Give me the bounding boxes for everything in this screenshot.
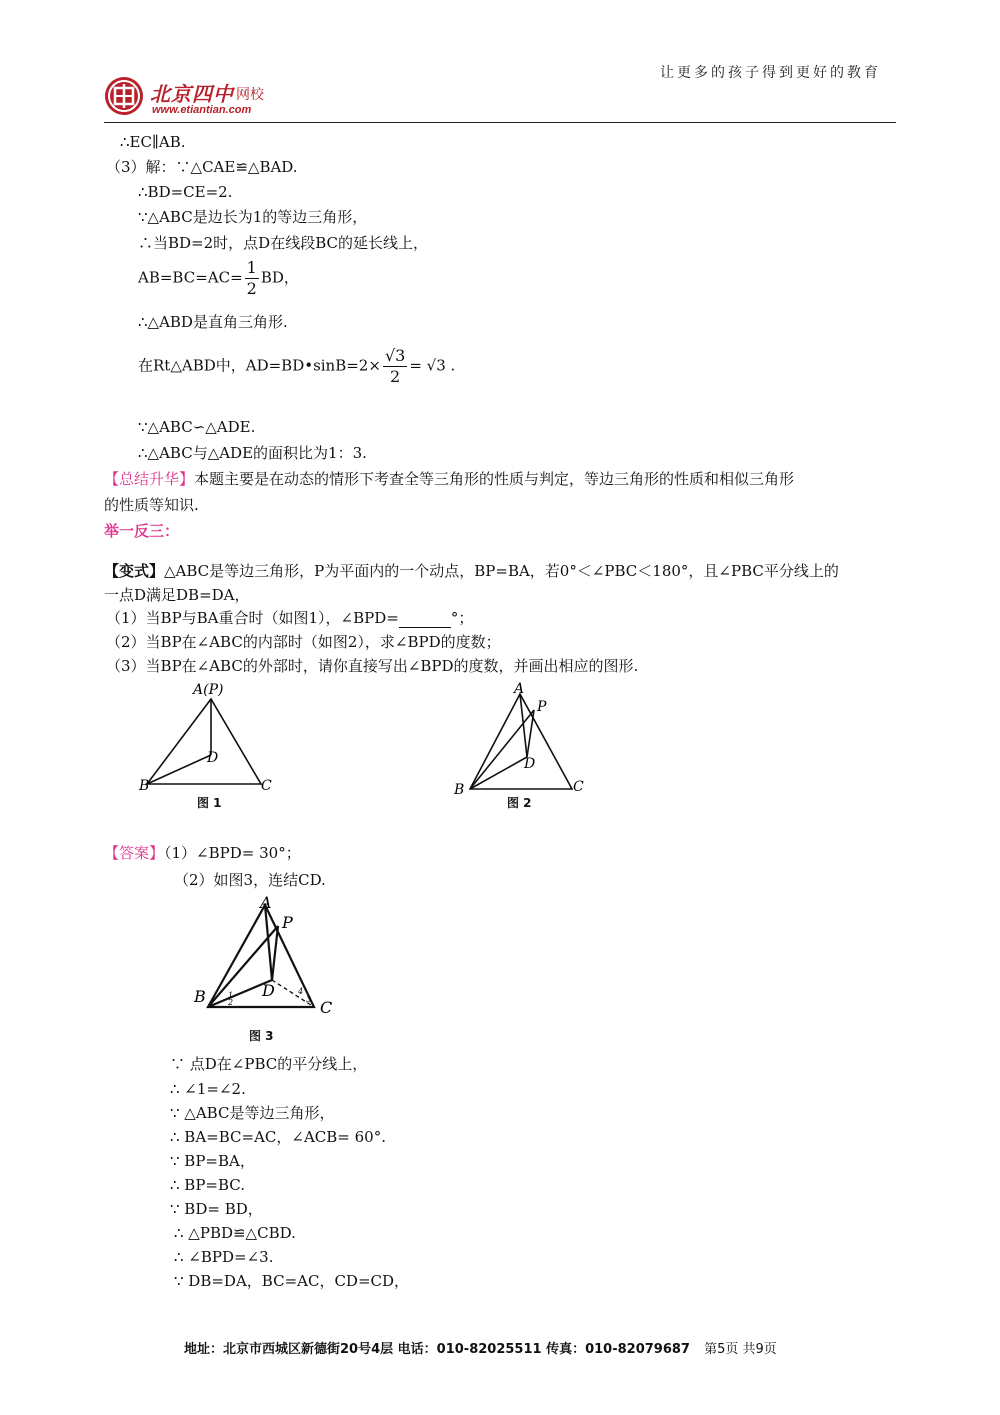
step-9: ∴ ∠BPD=∠3.	[174, 1248, 274, 1266]
figure-2	[448, 680, 598, 810]
step-6: ∴ BP=BC.	[170, 1176, 246, 1194]
fraction-half	[245, 258, 259, 299]
line-bd-ce: ∴BD=CE=2.	[138, 183, 233, 201]
step-10: ∵ DB=DA，BC=AC，CD=CD，	[174, 1272, 410, 1290]
fig2-label-d: D	[524, 756, 536, 772]
header-slogan: 让更多的孩子得到更好的教育	[660, 65, 881, 81]
line-part3: （3）解：∵△CAE≌△BAD.	[106, 158, 298, 176]
answer-blank	[399, 613, 451, 628]
step-2: ∴ ∠1=∠2.	[170, 1080, 246, 1098]
step-7: ∵ BD= BD，	[170, 1200, 263, 1218]
fig2-label-b: B	[454, 782, 465, 798]
footer	[184, 1338, 777, 1357]
fig3-angle-2: 2	[228, 998, 234, 1007]
line-ec-parallel: ∴EC∥AB.	[120, 133, 186, 151]
q1-text: （1）当BP与BA重合时（如图1），∠BPD=	[106, 609, 399, 627]
fig3-label-d: D	[262, 981, 275, 1000]
figure-1	[135, 680, 285, 810]
variant-intro	[104, 561, 839, 581]
eq-prefix: AB=BC=AC=	[138, 268, 243, 287]
variant-text2: 一点D满足DB=DA，	[104, 586, 250, 604]
logo-net: 网校	[236, 87, 264, 103]
step-3: ∵ △ABC是等边三角形，	[170, 1104, 335, 1122]
variant-q1	[106, 608, 473, 628]
summary-text1: 本题主要是在动态的情形下考查全等三角形的性质与判定，等边三角形的性质和相似三角形	[194, 470, 795, 488]
footer-page: 第5页 共9页	[704, 1342, 777, 1357]
summary-text2: 的性质等知识.	[104, 496, 199, 514]
step-4: ∴ BA=BC=AC，∠ACB= 60°.	[170, 1128, 386, 1146]
fig2-caption: 图 2	[507, 796, 532, 810]
fig3-label-p: P	[282, 913, 293, 932]
answer-tag: 【答案】	[104, 844, 165, 862]
fig3-angle-1: 1	[228, 991, 234, 1000]
fig3-label-c: C	[320, 998, 333, 1017]
fig1-label-a: A(P)	[193, 682, 224, 698]
ad-suffix: = √3 .	[409, 356, 456, 375]
fig2-label-c: C	[573, 779, 584, 795]
line-ab-bc-ac	[138, 258, 299, 299]
step-1: ∵ 点D在∠PBC的平分线上，	[170, 1055, 368, 1073]
fig3-angle-4: 4	[298, 987, 304, 996]
fig3-label-a: A	[260, 893, 272, 912]
answer-1	[104, 843, 301, 863]
ad-prefix: 在Rt△ABD中，AD=BD•sinB=2×	[138, 356, 381, 375]
fig2-label-p: P	[537, 699, 547, 715]
step-5: ∵ BP=BA，	[170, 1152, 255, 1170]
fig3-caption: 图 3	[249, 1029, 274, 1043]
logo-name: 北京四中	[150, 82, 234, 106]
variant-q3: （3）当BP在∠ABC的外部时，请你直接写出∠BPD的度数，并画出相应的图形.	[106, 657, 639, 675]
frac-num: √3	[384, 346, 406, 365]
fig2-label-a: A	[514, 681, 525, 697]
line-abc-equilateral: ∵△ABC是边长为1的等边三角形，	[138, 208, 368, 226]
frac-den: 2	[246, 279, 257, 298]
q1-degree: °；	[450, 609, 474, 627]
variant-tag: 【变式】	[104, 562, 165, 580]
line-ad-value	[138, 346, 455, 387]
answer-2: （2）如图3，连结CD.	[174, 871, 326, 889]
line-similar: ∵△ABC∽△ADE.	[138, 418, 256, 436]
summary-tag: 【总结升华】	[104, 470, 195, 488]
variant-q2: （2）当BP在∠ABC的内部时（如图2），求∠BPD的度数；	[106, 633, 501, 651]
fig3-label-b: B	[194, 987, 206, 1006]
frac-num: 1	[246, 258, 257, 277]
header-rule	[104, 122, 896, 123]
summary	[104, 469, 794, 489]
answer-1-text: （1）∠BPD= 30°；	[164, 844, 301, 862]
step-8: ∴ △PBD≌△CBD.	[174, 1224, 296, 1242]
logo-url: www.etiantian.com	[152, 104, 252, 116]
figure-3	[190, 890, 350, 1020]
fig1-label-c: C	[261, 778, 272, 794]
fraction-sqrt3-over-2	[383, 346, 407, 387]
fig1-label-b: B	[139, 778, 150, 794]
logo-emblem-icon	[104, 76, 144, 116]
fig1-label-d: D	[207, 750, 219, 766]
frac-den: 2	[390, 367, 401, 386]
footer-address: 地址：北京市西城区新德街20号4层 电话：010-82025511 传真：010-82079687	[184, 1342, 690, 1357]
eq-suffix: BD，	[260, 268, 299, 287]
fig1-caption: 图 1	[197, 796, 222, 810]
line-abd-right: ∴△ABD是直角三角形.	[138, 313, 288, 331]
line-d-extension: ∴当BD=2时，点D在线段BC的延长线上，	[138, 234, 428, 252]
fig3-angle-3: 3	[306, 995, 312, 1004]
variant-text1: △ABC是等边三角形，P为平面内的一个动点，BP=BA，若0°＜∠PBC＜180°，且∠PBC平分线上的	[164, 562, 839, 580]
juyi-heading: 举一反三：	[104, 522, 180, 540]
line-area-ratio: ∴△ABC与△ADE的面积比为1：3.	[138, 444, 367, 462]
